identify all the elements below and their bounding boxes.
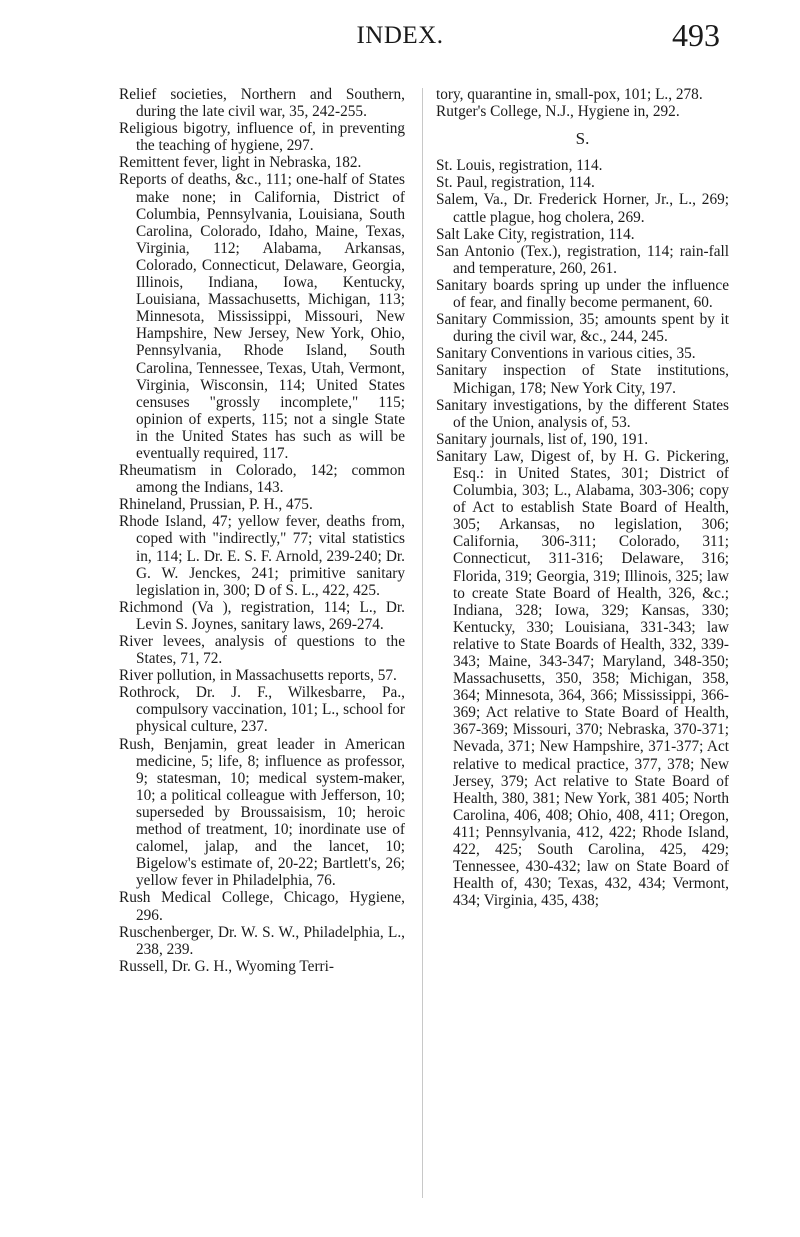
- index-entry: Sanitary Conventions in various cities, 35.: [436, 345, 696, 363]
- index-entry: Salem, Va., Dr. Frederick Horner, Jr., L., 269; cattle plague, hog cholera, 269.: [436, 191, 729, 226]
- index-entry: Sanitary investigations, by the different States of the Union, analysis of, 53.: [436, 396, 729, 431]
- index-entry: Rutger's College, N.J., Hygiene in, 292.: [436, 103, 680, 121]
- index-entry: Russell, Dr. G. H., Wyoming Terri-: [119, 957, 334, 975]
- index-entry: Rothrock, Dr. J. F., Wilkesbarre, Pa., compulsory vaccination, 101; L., school for physical culture, 237.: [119, 684, 405, 736]
- index-entry: Remittent fever, light in Nebraska, 182.: [119, 154, 362, 172]
- index-entry: Sanitary Law, Digest of, by H. G. Pickering, Esq.: in United States, 301; District of Columbia, 303; L., Alabama, 303-306; copy of Act to establish State Board of Health, 305; Arkansas, no legislation, 306; California, 306-311; Colorado, 311; Connecticut, 311-316; Delaware, 316; Florida, 319; Georgia, 319; Illinois, 325; law to create State Board of Health, 326, &c.; Indiana, 328; Iowa, 329; Kansas, 330; Kentucky, 330; Louisiana, 331-343; law relative to State Boards of Health, 332, 339-343; Maine, 343-347; Maryland, 348-350; Massachusetts, 350, 358; Michigan, 358, 364; Minnesota, 364, 366; Mississippi, 366-369; Act relative to State Board of Health, 367-369; Missouri, 370; Nebraska, 370-371; Nevada, 371; New Hampshire, 371-377; Act relative to medical practice, 377, 378; New Jersey, 379; Act relative to State Board of Health, 380, 381; New York, 381 405; North Carolina, 406, 408; Ohio, 408, 411; Oregon, 411; Pennsylvania, 412, 422; Rhode Island, 422, 425; South Carolina, 425, 429; Tennessee, 430-432; law on State Board of Health of, 430; Texas, 432, 434; Vermont, 434; Virginia, 435, 438;: [436, 447, 729, 910]
- index-entry: Sanitary inspection of State institutions, Michigan, 178; New York City, 197.: [436, 362, 729, 397]
- index-entry: Reports of deaths, &c., 111; one-half of States make none; in California, District of Columbia, Pennsylvania, Louisiana, South Carolina, Colorado, Idaho, Maine, Texas, Virginia, 112; Alabama, Arkansas, Colorado, Connecticut, Delaware, Georgia, Illinois, Indiana, Iowa, Kentucky, Louisiana, Massachusetts, Michigan, 113; Minnesota, Mississippi, Missouri, New Hampshire, New Jersey, New York, Ohio, Pennsylvania, Rhode Island, South Carolina, Tennessee, Texas, Utah, Vermont, Virginia, Wisconsin, 114; United States censuses "grossly incomplete," 115; opinion of experts, 115; not a single State in the United States has such as will be eventually required, 117.: [119, 171, 405, 462]
- index-entry: Salt Lake City, registration, 114.: [436, 225, 635, 243]
- index-entry: Rhineland, Prussian, P. H., 475.: [119, 496, 313, 514]
- index-entry: Rhode Island, 47; yellow fever, deaths from, coped with "indirectly," 77; vital statistics in, 114; L. Dr. E. S. F. Arnold, 239-240; Dr. G. W. Jenckes, 241; primitive sanitary legislation in, 300; D of S. L., 422, 425.: [119, 513, 405, 599]
- index-entry: River levees, analysis of questions to the States, 71, 72.: [119, 633, 405, 668]
- index-entry: Religious bigotry, influence of, in preventing the teaching of hygiene, 297.: [119, 120, 405, 155]
- index-entry: Relief societies, Northern and Southern, during the late civil war, 35, 242-255.: [119, 86, 405, 121]
- page-number: 493: [672, 17, 720, 53]
- index-entry: Rush, Benjamin, great leader in American medicine, 5; life, 8; influence as professor, 9; statesman, 10; medical system-maker, 10; a political colleague with Jefferson, 10; superseded by Broussaisism, 10; heroic method of treatment, 10; inordinate use of calomel, jalap, and the lancet, 10; Bigelow's estimate of, 20-22; Bartlett's, 26; yellow fever in Philadelphia, 76.: [119, 735, 405, 890]
- index-entry: Ruschenberger, Dr. W. S. W., Philadelphia, L., 238, 239.: [119, 923, 405, 958]
- index-entry: Sanitary Commission, 35; amounts spent by it during the civil war, &c., 244, 245.: [436, 311, 729, 346]
- page-title: INDEX.: [356, 22, 444, 49]
- index-entry: tory, quarantine in, small-pox, 101; L., 278.: [436, 86, 703, 103]
- column-divider: [422, 88, 423, 1198]
- index-entry: River pollution, in Massachusetts reports, 57.: [119, 667, 397, 685]
- index-entry: Rheumatism in Colorado, 142; common among the Indians, 143.: [119, 462, 405, 497]
- index-entry: St. Paul, registration, 114.: [436, 174, 595, 192]
- index-entry: St. Louis, registration, 114.: [436, 157, 603, 175]
- index-entry: Richmond (Va ), registration, 114; L., Dr. Levin S. Joynes, sanitary laws, 269-274.: [119, 598, 405, 633]
- index-entry: San Antonio (Tex.), registration, 114; rain-fall and temperature, 260, 261.: [436, 242, 729, 277]
- index-entry: Sanitary journals, list of, 190, 191.: [436, 430, 649, 448]
- index-column-right: [436, 86, 729, 909]
- index-entry: Rush Medical College, Chicago, Hygiene, 296.: [119, 889, 405, 924]
- section-letter: S.: [575, 129, 590, 149]
- page-header: [0, 0, 800, 70]
- index-column-left: [119, 86, 405, 975]
- index-entry: Sanitary boards spring up under the influence of fear, and finally become permanent, 60.: [436, 276, 729, 312]
